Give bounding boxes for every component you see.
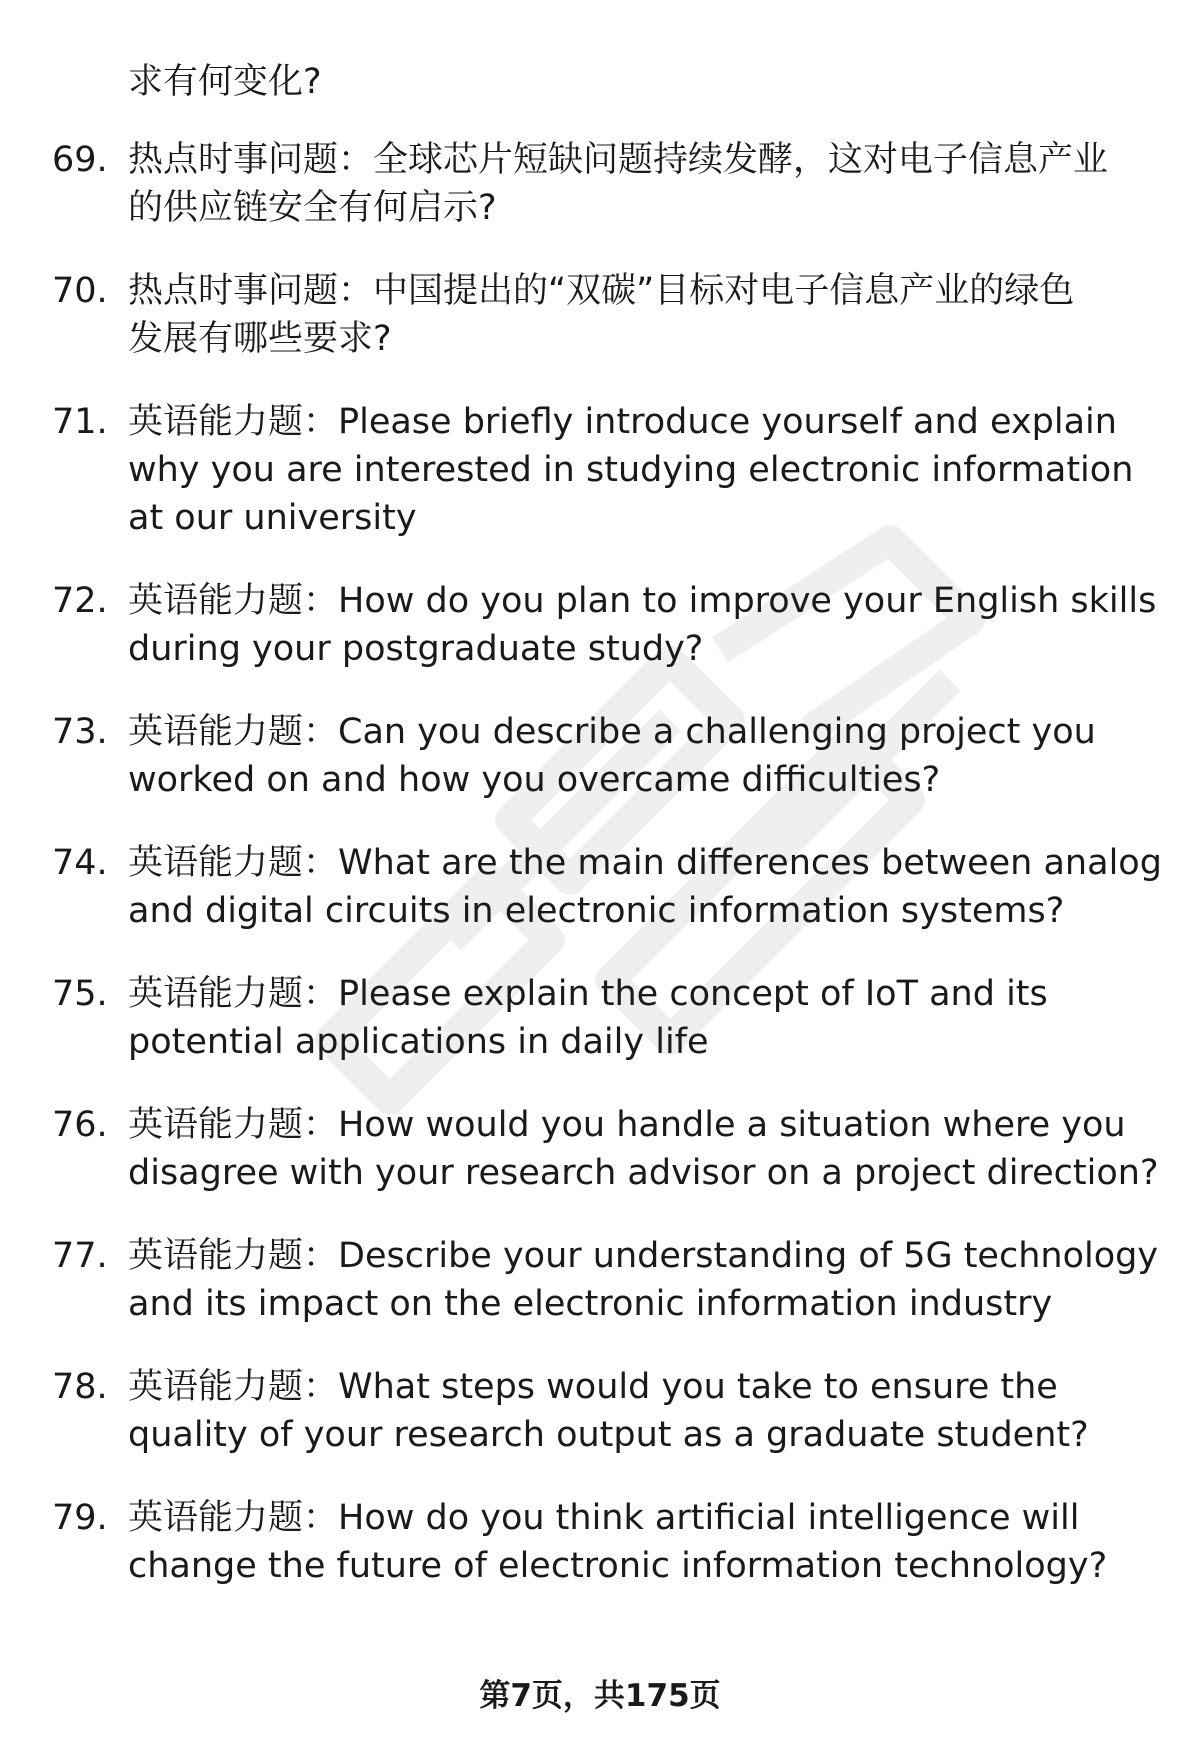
question-item bbox=[0, 398, 1200, 542]
question-line: 英语能力题：How do you think artificial intelligence will bbox=[128, 1498, 1080, 1538]
question-line: 英语能力题：What are the main differences between analog bbox=[128, 843, 1162, 883]
question-item bbox=[0, 267, 1200, 363]
question-text bbox=[128, 267, 1168, 363]
question-item bbox=[0, 708, 1200, 804]
question-line: 英语能力题：How would you handle a situation where you bbox=[128, 1105, 1126, 1145]
question-text bbox=[128, 136, 1168, 232]
question-text bbox=[128, 970, 1168, 1066]
question-number: 77. bbox=[52, 1236, 108, 1276]
question-line: 的供应链安全有何启示? bbox=[128, 188, 497, 228]
question-item bbox=[0, 1232, 1200, 1328]
question-text bbox=[128, 577, 1168, 673]
question-text bbox=[128, 1494, 1168, 1590]
question-line: and its impact on the electronic information industry bbox=[128, 1284, 1053, 1324]
question-line: change the future of electronic information technology? bbox=[128, 1546, 1108, 1586]
question-line: 英语能力题：Please briefly introduce yourself and explain bbox=[128, 402, 1117, 442]
question-line: 热点时事问题：中国提出的“双碳”目标对电子信息产业的绿色 bbox=[128, 271, 1075, 311]
question-item bbox=[0, 577, 1200, 673]
question-number: 79. bbox=[52, 1498, 108, 1538]
question-item bbox=[0, 839, 1200, 935]
question-number: 71. bbox=[52, 402, 108, 442]
question-text bbox=[128, 839, 1168, 935]
question-number: 70. bbox=[52, 271, 108, 311]
question-text bbox=[128, 398, 1168, 542]
question-number: 69. bbox=[52, 140, 108, 180]
question-line: and digital circuits in electronic information systems? bbox=[128, 891, 1065, 931]
question-item bbox=[0, 1363, 1200, 1459]
question-item bbox=[0, 1494, 1200, 1590]
question-item bbox=[0, 136, 1200, 232]
question-text bbox=[128, 708, 1168, 804]
question-line: 发展有哪些要求? bbox=[128, 319, 392, 359]
question-line: quality of your research output as a graduate student? bbox=[128, 1415, 1089, 1455]
question-number: 75. bbox=[52, 974, 108, 1014]
question-line: potential applications in daily life bbox=[128, 1022, 709, 1062]
question-line: why you are interested in studying electronic information bbox=[128, 450, 1134, 490]
page-footer: 第7页，共175页 bbox=[479, 1678, 721, 1714]
question-number: 74. bbox=[52, 843, 108, 883]
question-number: 73. bbox=[52, 712, 108, 752]
question-number: 72. bbox=[52, 581, 108, 621]
continuation-line: 求有何变化? bbox=[128, 62, 322, 102]
question-text bbox=[128, 1232, 1168, 1328]
question-number: 76. bbox=[52, 1105, 108, 1145]
question-text bbox=[128, 1101, 1168, 1197]
question-line: disagree with your research advisor on a project direction? bbox=[128, 1153, 1159, 1193]
question-line: 英语能力题：Can you describe a challenging project you bbox=[128, 712, 1096, 752]
question-item bbox=[0, 970, 1200, 1066]
question-line: 热点时事问题：全球芯片短缺问题持续发酵，这对电子信息产业 bbox=[128, 140, 1109, 180]
question-number: 78. bbox=[52, 1367, 108, 1407]
question-line: 英语能力题：How do you plan to improve your English skills bbox=[128, 581, 1157, 621]
question-line: during your postgraduate study? bbox=[128, 629, 704, 669]
question-item bbox=[0, 1101, 1200, 1197]
question-line: 英语能力题：What steps would you take to ensure the bbox=[128, 1367, 1058, 1407]
question-line: 英语能力题：Please explain the concept of IoT and its bbox=[128, 974, 1048, 1014]
question-line: at our university bbox=[128, 498, 417, 538]
question-line: worked on and how you overcame difficulties? bbox=[128, 760, 941, 800]
question-list bbox=[0, 136, 1200, 1625]
question-text bbox=[128, 1363, 1168, 1459]
question-line: 英语能力题：Describe your understanding of 5G technology bbox=[128, 1236, 1159, 1276]
